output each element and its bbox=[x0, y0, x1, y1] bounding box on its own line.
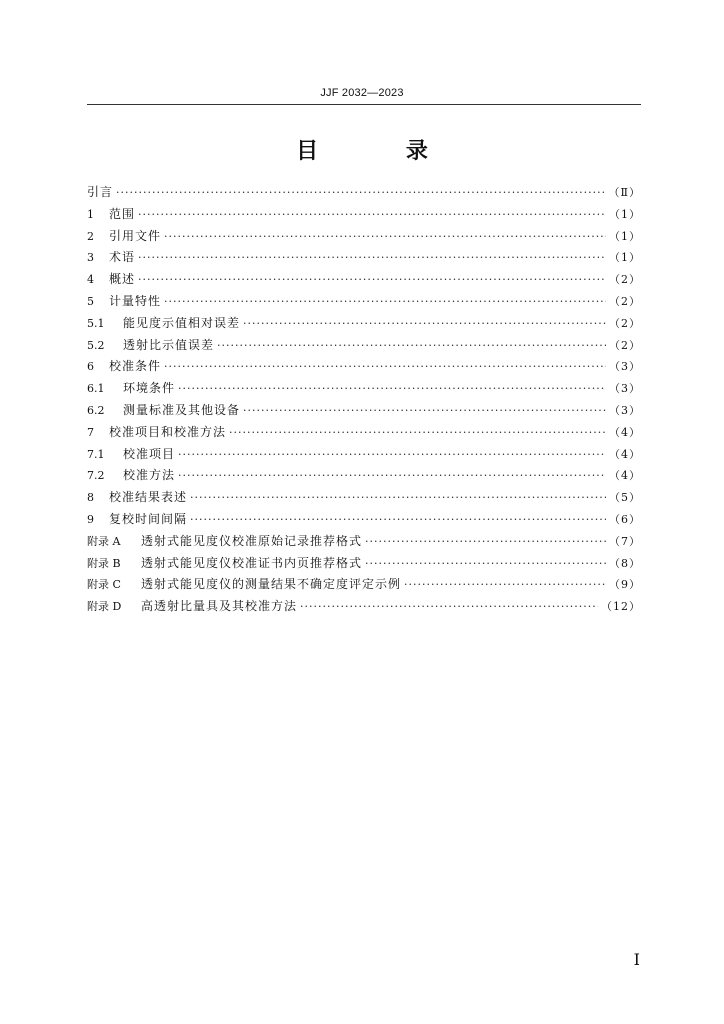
toc-entry-title: 计量特性 bbox=[109, 293, 162, 308]
toc-entry-number: 7.2 bbox=[87, 469, 105, 483]
toc-entry-title: 术语 bbox=[109, 250, 136, 265]
dot-leader bbox=[178, 444, 606, 466]
toc-entry-title: 能见度示值相对误差 bbox=[123, 315, 241, 330]
dot-leader bbox=[138, 247, 606, 269]
dot-leader bbox=[190, 487, 606, 509]
toc-entry-title: 校准条件 bbox=[109, 359, 162, 374]
toc-entry-page: （3） bbox=[609, 382, 641, 396]
toc-entry-appendix-a[interactable] bbox=[87, 531, 641, 553]
header-divider bbox=[87, 104, 641, 105]
dot-leader bbox=[164, 226, 606, 248]
toc-entry-title: 校准项目和校准方法 bbox=[109, 424, 227, 439]
toc-entry-page: （2） bbox=[609, 338, 641, 352]
toc-entry-page: （1） bbox=[609, 229, 641, 243]
toc-entry-page: （1） bbox=[609, 251, 641, 265]
dot-leader bbox=[217, 335, 606, 357]
page-number: I bbox=[633, 950, 640, 969]
toc-entry-title: 透射式能见度仪校准原始记录推荐格式 bbox=[141, 533, 363, 548]
dot-leader bbox=[365, 531, 606, 553]
toc-entry-title: 校准结果表述 bbox=[109, 490, 188, 505]
toc-entry-overview[interactable] bbox=[87, 269, 641, 291]
toc-entry-page: （5） bbox=[609, 491, 641, 505]
toc-entry-number: 4 bbox=[87, 273, 94, 287]
toc-entry-page: （6） bbox=[609, 512, 641, 526]
toc-entry-title: 范围 bbox=[109, 206, 136, 221]
toc-entry-7-1[interactable] bbox=[87, 444, 641, 466]
toc-entry-calibration-items-methods[interactable] bbox=[87, 422, 641, 444]
toc-entry-page: （7） bbox=[609, 534, 641, 548]
toc-entry-title: 引用文件 bbox=[109, 228, 162, 243]
toc-entry-title: 引言 bbox=[87, 185, 114, 199]
dot-leader bbox=[365, 553, 606, 575]
toc-entry-page: （3） bbox=[609, 360, 641, 374]
toc-entry-number: 1 bbox=[87, 207, 94, 221]
dot-leader bbox=[190, 509, 606, 531]
dot-leader bbox=[138, 204, 606, 226]
toc-entry-number: 附录 B bbox=[87, 556, 121, 570]
toc-entry-scope[interactable] bbox=[87, 204, 641, 226]
toc-entry-7-2[interactable] bbox=[87, 465, 641, 487]
toc-entry-number: 5.2 bbox=[87, 338, 105, 352]
toc-entry-5-1[interactable] bbox=[87, 313, 641, 335]
toc-entry-title: 高透射比量具及其校准方法 bbox=[141, 599, 298, 614]
toc-entry-number: 6.1 bbox=[87, 382, 105, 396]
toc-entry-number: 7 bbox=[87, 425, 94, 439]
toc-entry-number: 9 bbox=[87, 512, 94, 526]
dot-leader bbox=[229, 422, 606, 444]
toc-entry-appendix-d[interactable] bbox=[87, 596, 641, 618]
toc-entry-appendix-b[interactable] bbox=[87, 553, 641, 575]
dot-leader bbox=[404, 574, 606, 596]
toc-entry-number: 6.2 bbox=[87, 403, 105, 417]
toc-entry-title: 校准项目 bbox=[123, 446, 176, 461]
toc-entry-page: （4） bbox=[609, 425, 641, 439]
dot-leader bbox=[178, 465, 606, 487]
toc-entry-page: （4） bbox=[609, 469, 641, 483]
dot-leader bbox=[178, 378, 606, 400]
toc-entry-number: 5 bbox=[87, 294, 94, 308]
toc-entry-page: （1） bbox=[609, 207, 641, 221]
toc-entry-number: 2 bbox=[87, 229, 94, 243]
toc-entry-number: 附录 C bbox=[87, 578, 121, 592]
toc-entry-page: （4） bbox=[609, 447, 641, 461]
toc-entry-page: （8） bbox=[609, 556, 641, 570]
table-of-contents bbox=[87, 182, 641, 618]
toc-entry-title: 测量标准及其他设备 bbox=[123, 402, 241, 417]
toc-entry-number: 5.1 bbox=[87, 316, 105, 330]
toc-entry-page: （Ⅱ） bbox=[608, 186, 641, 199]
toc-entry-title: 透射式能见度仪的测量结果不确定度评定示例 bbox=[141, 577, 402, 592]
toc-entry-references[interactable] bbox=[87, 226, 641, 248]
toc-entry-number: 6 bbox=[87, 360, 94, 374]
toc-entry-title: 环境条件 bbox=[123, 381, 176, 396]
toc-entry-page: （12） bbox=[601, 600, 641, 614]
dot-leader bbox=[300, 596, 598, 618]
toc-entry-6-1[interactable] bbox=[87, 378, 641, 400]
toc-entry-number: 附录 A bbox=[87, 534, 121, 548]
dot-leader bbox=[138, 269, 606, 291]
dot-leader bbox=[116, 182, 606, 204]
dot-leader bbox=[164, 291, 606, 313]
toc-entry-title: 复校时间间隔 bbox=[109, 511, 188, 526]
dot-leader bbox=[243, 400, 606, 422]
dot-leader bbox=[243, 313, 606, 335]
dot-leader bbox=[164, 356, 606, 378]
toc-entry-title: 校准方法 bbox=[123, 468, 176, 483]
toc-entry-page: （2） bbox=[609, 316, 641, 330]
toc-entry-page: （2） bbox=[609, 273, 641, 287]
toc-entry-number: 7.1 bbox=[87, 447, 105, 461]
toc-entry-calibration-conditions[interactable] bbox=[87, 356, 641, 378]
toc-entry-appendix-c[interactable] bbox=[87, 574, 641, 596]
toc-entry-title: 透射比示值误差 bbox=[123, 337, 215, 352]
toc-entry-page: （3） bbox=[609, 403, 641, 417]
toc-entry-page: （9） bbox=[609, 578, 641, 592]
toc-entry-metrological-characteristics[interactable] bbox=[87, 291, 641, 313]
toc-entry-title: 透射式能见度仪校准证书内页推荐格式 bbox=[141, 555, 363, 570]
toc-entry-terms[interactable] bbox=[87, 247, 641, 269]
toc-entry-5-2[interactable] bbox=[87, 335, 641, 357]
toc-entry-number: 3 bbox=[87, 251, 94, 265]
document-code: JJF 2032—2023 bbox=[320, 87, 404, 99]
toc-title: 目 录 bbox=[296, 139, 468, 164]
toc-entry-introduction[interactable] bbox=[87, 182, 641, 204]
toc-entry-page: （2） bbox=[609, 294, 641, 308]
toc-entry-title: 概述 bbox=[109, 272, 136, 287]
toc-entry-results-expression[interactable] bbox=[87, 487, 641, 509]
toc-entry-recalibration-interval[interactable] bbox=[87, 509, 641, 531]
toc-entry-number: 附录 D bbox=[87, 600, 122, 614]
toc-entry-6-2[interactable] bbox=[87, 400, 641, 422]
toc-entry-number: 8 bbox=[87, 491, 94, 505]
